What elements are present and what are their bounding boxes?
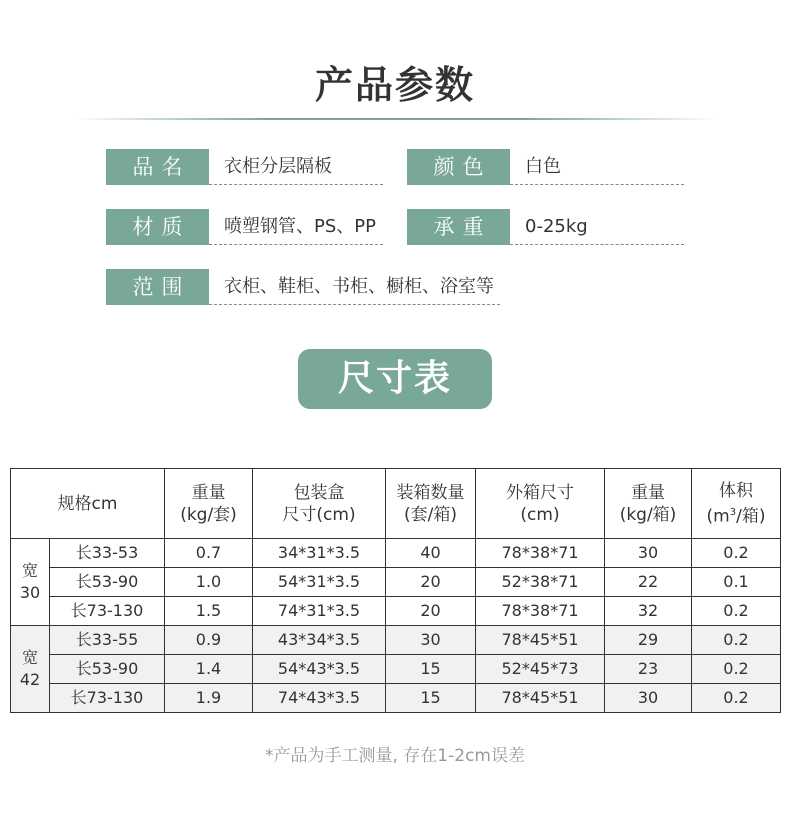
param-underline	[209, 244, 383, 245]
table-cell: 34*31*3.5	[253, 539, 386, 568]
table-row	[11, 568, 781, 597]
table-cell: 54*31*3.5	[253, 568, 386, 597]
group-label: 宽 42	[11, 626, 50, 713]
table-cell: 0.1	[692, 568, 781, 597]
table-row	[11, 539, 781, 568]
header-spec: 规格cm	[11, 469, 165, 539]
param-value: 0-25kg	[525, 216, 588, 237]
table-cell: 78*38*71	[476, 597, 605, 626]
param-value: 白色	[525, 156, 561, 177]
size-table	[10, 468, 781, 713]
param-label: 颜色	[407, 149, 510, 185]
table-cell: 长73-130	[50, 597, 165, 626]
measurement-note: *产品为手工测量, 存在1-2cm误差	[265, 746, 525, 766]
table-cell: 1.4	[165, 655, 253, 684]
table-cell: 23	[605, 655, 692, 684]
table-cell: 43*34*3.5	[253, 626, 386, 655]
header-volume: 体积 ($m^3/$箱)	[692, 469, 781, 539]
group-label: 宽 30	[11, 539, 50, 626]
table-cell: 0.2	[692, 655, 781, 684]
table-cell: 52*45*73	[476, 655, 605, 684]
table-cell: 78*38*71	[476, 539, 605, 568]
table-cell: 15	[386, 684, 476, 713]
param-label: 承重	[407, 209, 510, 245]
table-cell: 32	[605, 597, 692, 626]
param-label: 范围	[106, 269, 209, 305]
table-cell: 78*45*51	[476, 626, 605, 655]
header-quantity: 装箱数量 (套/箱)	[386, 469, 476, 539]
table-cell: 0.2	[692, 539, 781, 568]
header-outer-size: 外箱尺寸 (cm)	[476, 469, 605, 539]
size-chart-title: 尺寸表	[298, 349, 492, 409]
table-cell: 1.9	[165, 684, 253, 713]
table-row	[11, 626, 781, 655]
table-cell: 20	[386, 568, 476, 597]
header-box-size: 包装盒 尺寸(cm)	[253, 469, 386, 539]
table-cell: 20	[386, 597, 476, 626]
table-cell: 30	[386, 626, 476, 655]
table-cell: 15	[386, 655, 476, 684]
param-value: 衣柜分层隔板	[224, 156, 332, 177]
header-carton-weight: 重量 (kg/箱)	[605, 469, 692, 539]
table-cell: 30	[605, 539, 692, 568]
table-cell: 54*43*3.5	[253, 655, 386, 684]
table-cell: 长73-130	[50, 684, 165, 713]
table-cell: 30	[605, 684, 692, 713]
table-row	[11, 655, 781, 684]
param-value: 衣柜、鞋柜、书柜、橱柜、浴室等	[224, 276, 494, 297]
param-underline	[510, 184, 684, 185]
table-cell: 40	[386, 539, 476, 568]
page-title: 产品参数	[314, 63, 475, 107]
header-weight: 重量 (kg/套)	[165, 469, 253, 539]
param-underline	[209, 184, 383, 185]
table-cell: 0.9	[165, 626, 253, 655]
table-cell: 长33-55	[50, 626, 165, 655]
param-label: 品名	[106, 149, 209, 185]
param-label: 材质	[106, 209, 209, 245]
table-cell: 0.2	[692, 597, 781, 626]
table-row	[11, 597, 781, 626]
table-cell: 74*31*3.5	[253, 597, 386, 626]
table-cell: 74*43*3.5	[253, 684, 386, 713]
table-cell: 1.5	[165, 597, 253, 626]
table-cell: 78*45*51	[476, 684, 605, 713]
title-divider	[72, 118, 718, 120]
table-cell: 长53-90	[50, 568, 165, 597]
table-cell: 长53-90	[50, 655, 165, 684]
table-cell: 0.2	[692, 684, 781, 713]
table-header-row	[11, 469, 781, 539]
table-cell: 29	[605, 626, 692, 655]
table-cell: 52*38*71	[476, 568, 605, 597]
param-underline	[510, 244, 684, 245]
table-cell: 1.0	[165, 568, 253, 597]
table-cell: 0.7	[165, 539, 253, 568]
param-underline	[209, 304, 500, 305]
table-row	[11, 684, 781, 713]
table-cell: 长33-53	[50, 539, 165, 568]
table-cell: 22	[605, 568, 692, 597]
param-value: 喷塑钢管、PS、PP	[224, 216, 376, 237]
table-cell: 0.2	[692, 626, 781, 655]
